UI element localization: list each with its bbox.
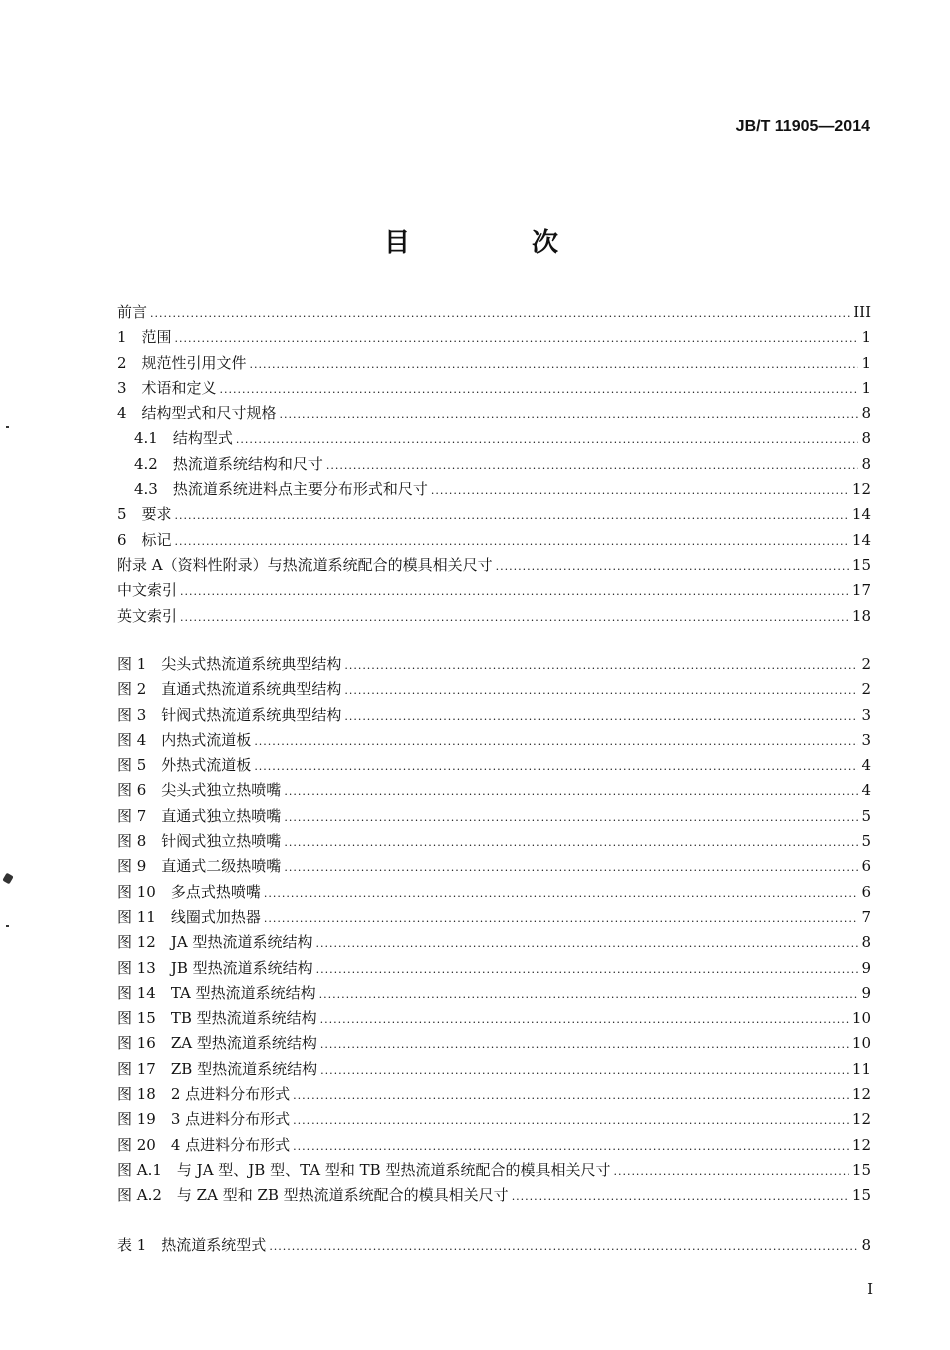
- figure-entry-page: 11: [851, 1059, 871, 1078]
- toc-entry-page: 8: [861, 429, 871, 448]
- page-title: 目 次: [383, 228, 606, 258]
- dot-leader: [293, 1108, 849, 1133]
- toc-figure-list: [117, 652, 871, 1209]
- figure-entry-label: 图 5 外热式流道板: [117, 756, 252, 775]
- figure-entry[interactable]: [117, 1107, 871, 1132]
- toc-entry-page: 1: [861, 378, 871, 397]
- figure-entry[interactable]: [117, 1006, 871, 1031]
- toc-entry-label: 1 范围: [117, 328, 172, 347]
- toc-entry-label: 英文索引: [117, 606, 178, 625]
- page-number: I: [867, 1280, 873, 1298]
- dot-leader: [180, 605, 849, 630]
- toc-entry-label: 4 结构型式和尺寸规格: [117, 404, 277, 423]
- dot-leader: [320, 1058, 849, 1083]
- standard-code: JB/T 11905—2014: [735, 118, 870, 135]
- figure-entry-page: 15: [851, 1160, 871, 1179]
- figure-entry[interactable]: [117, 956, 871, 981]
- toc-entry[interactable]: [117, 604, 871, 629]
- toc-entry-page: 14: [851, 505, 871, 524]
- toc-entry-page: III: [853, 303, 871, 321]
- figure-entry-label: 图 7 直通式独立热喷嘴: [117, 806, 282, 825]
- figure-entry-page: 6: [861, 857, 871, 876]
- figure-entry[interactable]: [117, 1133, 871, 1158]
- table-entry-page: 8: [861, 1236, 871, 1254]
- dot-leader: [220, 377, 859, 402]
- dot-leader: [284, 855, 858, 880]
- dot-leader: [316, 957, 859, 982]
- figure-entry[interactable]: [117, 677, 871, 702]
- figure-entry-page: 5: [861, 806, 871, 825]
- toc-entry-page: 8: [861, 454, 871, 473]
- figure-entry-page: 2: [861, 680, 871, 699]
- dot-leader: [315, 931, 858, 956]
- toc-entry[interactable]: [117, 401, 871, 426]
- figure-entry-page: 4: [861, 781, 871, 800]
- figure-entry[interactable]: [117, 1031, 871, 1056]
- figure-entry-page: 5: [861, 832, 871, 851]
- dot-leader: [344, 653, 858, 678]
- figure-entry-label: 图 20 4 点进料分布形式: [117, 1135, 291, 1154]
- figure-entry-page: 12: [851, 1085, 871, 1104]
- figure-entry[interactable]: [117, 652, 871, 677]
- toc-entry-page: 15: [851, 555, 871, 574]
- figure-entry-page: 6: [861, 882, 871, 901]
- figure-entry-page: 3: [861, 730, 871, 749]
- figure-entry[interactable]: [117, 905, 871, 930]
- toc-entry[interactable]: [117, 300, 871, 325]
- figure-entry-label: 图 A.2 与 ZA 型和 ZB 型热流道系统配合的模具相关尺寸: [117, 1186, 509, 1205]
- toc-main-list: [117, 300, 871, 629]
- toc-entry[interactable]: [117, 325, 871, 350]
- figure-entry-label: 图 18 2 点进料分布形式: [117, 1085, 291, 1104]
- figure-entry-label: 图 17 ZB 型热流道系统结构: [117, 1059, 318, 1078]
- dot-leader: [320, 1032, 849, 1057]
- dot-leader: [175, 503, 849, 528]
- toc-entry-page: 1: [861, 328, 871, 347]
- toc-entry-page: 8: [861, 404, 871, 423]
- figure-entry-page: 9: [861, 958, 871, 977]
- table-entry-label: 表 1 热流道系统型式: [117, 1236, 267, 1254]
- dot-leader: [293, 1134, 849, 1159]
- toc-entry[interactable]: [117, 351, 871, 376]
- figure-entry[interactable]: [117, 880, 871, 905]
- figure-entry-label: 图 9 直通式二级热喷嘴: [117, 857, 282, 876]
- figure-entry-label: 图 8 针阀式独立热喷嘴: [117, 832, 282, 851]
- figure-entry[interactable]: [117, 778, 871, 803]
- figure-entry-label: 图 12 JA 型热流道系统结构: [117, 933, 313, 952]
- figure-entry-label: 图 13 JB 型热流道系统结构: [117, 958, 313, 977]
- figure-entry-label: 图 14 TA 型热流道系统结构: [117, 983, 316, 1002]
- figure-entry[interactable]: [117, 1057, 871, 1082]
- figure-entry[interactable]: [117, 703, 871, 728]
- figure-entry[interactable]: [117, 1082, 871, 1107]
- figure-entry-label: 图 1 尖头式热流道系统典型结构: [117, 655, 342, 673]
- toc-entry-page: 14: [851, 530, 871, 549]
- figure-entry-page: 7: [861, 907, 871, 926]
- figure-entry-label: 图 3 针阀式热流道系统典型结构: [117, 705, 342, 724]
- dot-leader: [280, 402, 859, 427]
- toc-entry-page: 17: [851, 581, 871, 600]
- figure-entry-page: 8: [861, 933, 871, 952]
- dot-leader: [284, 779, 858, 804]
- figure-entry[interactable]: [117, 804, 871, 829]
- figure-entry[interactable]: [117, 728, 871, 753]
- toc-table-list: [117, 1233, 871, 1258]
- dot-leader: [250, 352, 859, 377]
- figure-entry-page: 12: [851, 1110, 871, 1129]
- figure-entry[interactable]: [117, 981, 871, 1006]
- figure-entry-page: 2: [861, 655, 871, 673]
- toc-entry[interactable]: [117, 578, 871, 603]
- toc-entry-label: 6 标记: [117, 530, 172, 549]
- toc-entry-page: 12: [851, 480, 871, 499]
- dot-leader: [264, 906, 859, 931]
- toc-entry-label: 4.3 热流道系统进料点主要分布形式和尺寸: [134, 480, 428, 499]
- dot-leader: [236, 427, 859, 452]
- toc-entry-label: 4.1 结构型式: [134, 429, 233, 448]
- toc-entry[interactable]: [117, 502, 871, 527]
- figure-entry-label: 图 10 多点式热喷嘴: [117, 882, 261, 901]
- figure-entry-label: 图 19 3 点进料分布形式: [117, 1110, 291, 1129]
- dot-leader: [326, 453, 859, 478]
- toc-entry-label: 附录 A（资料性附录）与热流道系统配合的模具相关尺寸: [117, 555, 493, 574]
- toc-entry-label: 中文索引: [117, 581, 178, 600]
- dot-leader: [269, 1234, 858, 1259]
- figure-entry-label: 图 A.1 与 JA 型、JB 型、TA 型和 TB 型热流道系统配合的模具相关尺寸: [117, 1160, 611, 1179]
- dot-leader: [431, 478, 849, 503]
- dot-leader: [254, 754, 858, 779]
- figure-entry-page: 10: [851, 1034, 871, 1053]
- dot-leader: [512, 1184, 849, 1209]
- figure-entry[interactable]: [117, 1183, 871, 1208]
- figure-entry[interactable]: [117, 930, 871, 955]
- toc-entry-label: 前言: [117, 303, 148, 321]
- toc-entry[interactable]: [117, 426, 871, 451]
- figure-entry[interactable]: [117, 854, 871, 879]
- figure-entry-label: 图 2 直通式热流道系统典型结构: [117, 680, 342, 699]
- toc-entry-label: 3 术语和定义: [117, 378, 217, 397]
- figure-entry-page: 15: [851, 1186, 871, 1205]
- dot-leader: [254, 729, 858, 754]
- dot-leader: [175, 529, 849, 554]
- dot-leader: [284, 830, 858, 855]
- dot-leader: [150, 301, 850, 326]
- toc-entry[interactable]: [117, 477, 871, 502]
- figure-entry-label: 图 15 TB 型热流道系统结构: [117, 1009, 317, 1028]
- figure-entry-label: 图 11 线圈式加热器: [117, 907, 261, 926]
- scan-mark: [6, 426, 9, 428]
- dot-leader: [180, 579, 849, 604]
- figure-entry-page: 12: [851, 1135, 871, 1154]
- figure-entry[interactable]: [117, 1158, 871, 1183]
- dot-leader: [319, 982, 859, 1007]
- figure-entry-label: 图 4 内热式流道板: [117, 730, 252, 749]
- dot-leader: [344, 704, 858, 729]
- dot-leader: [293, 1083, 849, 1108]
- figure-entry-page: 3: [861, 705, 871, 724]
- dot-leader: [175, 326, 859, 351]
- dot-leader: [496, 554, 849, 579]
- toc-entry[interactable]: [117, 376, 871, 401]
- table-entry[interactable]: [117, 1233, 871, 1258]
- toc-entry[interactable]: [117, 528, 871, 553]
- dot-leader: [264, 881, 859, 906]
- toc-entry-page: 18: [851, 606, 871, 625]
- scan-mark: [6, 925, 9, 927]
- figure-entry-page: 4: [861, 756, 871, 775]
- figure-entry[interactable]: [117, 753, 871, 778]
- toc-entry-label: 5 要求: [117, 505, 172, 524]
- toc-entry-label: 4.2 热流道系统结构和尺寸: [134, 454, 323, 473]
- dot-leader: [284, 805, 858, 830]
- figure-entry[interactable]: [117, 829, 871, 854]
- toc-entry-label: 2 规范性引用文件: [117, 353, 247, 372]
- toc-entry-page: 1: [861, 353, 871, 372]
- dot-leader: [344, 678, 858, 703]
- figure-entry-label: 图 6 尖头式独立热喷嘴: [117, 781, 282, 800]
- dot-leader: [613, 1159, 848, 1184]
- scan-mark: [2, 873, 13, 885]
- figure-entry-page: 10: [851, 1009, 871, 1028]
- figure-entry-page: 9: [861, 983, 871, 1002]
- toc-entry[interactable]: [117, 452, 871, 477]
- figure-entry-label: 图 16 ZA 型热流道系统结构: [117, 1034, 317, 1053]
- dot-leader: [320, 1007, 849, 1032]
- toc-entry[interactable]: [117, 553, 871, 578]
